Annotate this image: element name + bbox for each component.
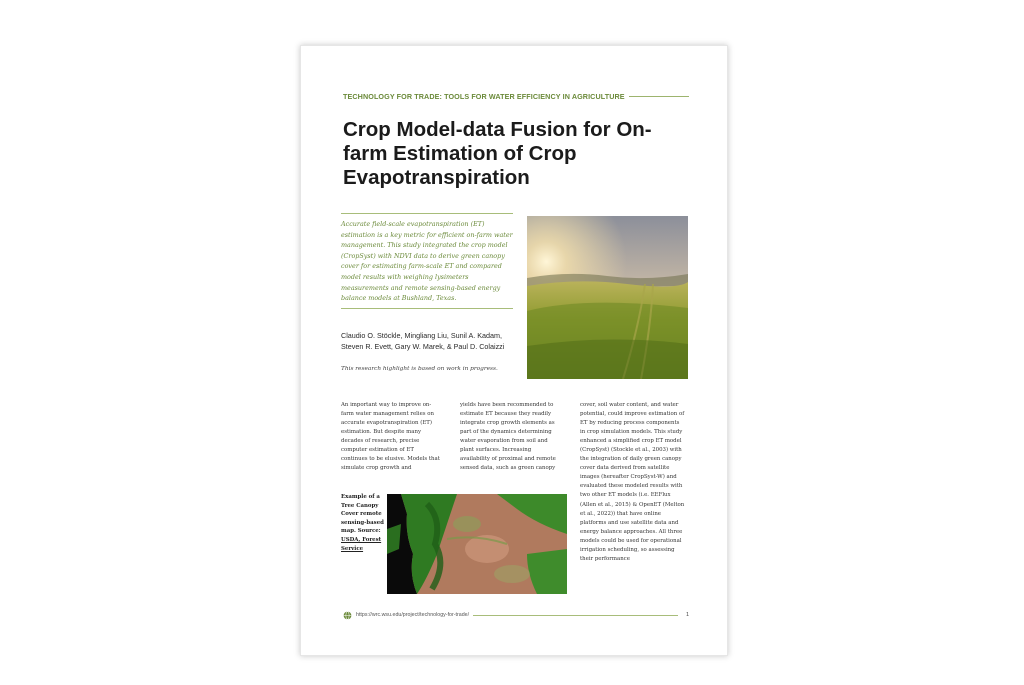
- body-column-3: cover, soil water content, and water potential, could improve estimation of ET by reducing process components in crop simulation models. This study enhanced a simplified crop ET model (CropSyst) (Stockle et al., 2003) with the integration of daily green canopy cover data derived from satellite images (hereafter CropSyst-W) and evaluated these modeled results with two other ET models (i.e. EEFlux (Allen et al., 2015) & OpenET (Melton et al., 2022)) that have online platforms and use satellite data and energy balance approaches. All three models could be used for operational irrigation scheduling, so assessing their performance: [580, 402, 685, 562]
- kicker-text: TECHNOLOGY FOR TRADE: TOOLS FOR WATER EFFICIENCY IN AGRICULTURE: [343, 91, 625, 101]
- section-kicker: [343, 90, 689, 102]
- wheat-field-photo: [527, 216, 688, 379]
- figure-caption-text: Example of a Tree Canopy Cover remote sensing-based map. Source:: [341, 494, 384, 535]
- canopy-cover-map: [387, 494, 567, 594]
- wheat-field-illustration: [527, 216, 688, 379]
- canopy-cover-map-illustration: [387, 494, 567, 594]
- authors-line-1: Claudio O. Stöckle, Mingliang Liu, Sunil A. Kadam,: [341, 331, 503, 340]
- body-column-2: yields have been recommended to estimate ET because they readily integrate crop growth elements as part of the dynamics determining water evaporation from soil and plant surfaces. Increasing availability of proximal and remote sensed data, such as green canopy: [460, 402, 556, 472]
- abstract-top-rule: [341, 213, 513, 214]
- abstract-bottom-rule: [341, 308, 513, 309]
- figure-source-link[interactable]: USDA, Forest Service: [341, 536, 382, 552]
- body-column-1: An important way to improve on-farm water management relies on accurate evapotranspiration (ET) estimation. But despite many decades of research, precise computer estimation of ET continues to be elusive. Models that simulate crop growth and: [341, 402, 440, 472]
- kicker-rule: [629, 96, 689, 97]
- footer-rule: [473, 615, 678, 616]
- globe-icon: [343, 611, 352, 620]
- footer-url-link[interactable]: https://wrc.wsu.edu/project/technology-for-trade/: [356, 612, 470, 618]
- author-list: [341, 331, 521, 352]
- figure-caption: [341, 493, 385, 553]
- document-page: [300, 45, 728, 656]
- page-number: 1: [685, 612, 689, 618]
- page-footer: [343, 610, 689, 620]
- work-in-progress-note: This research highlight is based on work in progress.: [341, 366, 498, 372]
- abstract-block: [341, 213, 513, 309]
- article-title: Crop Model-data Fusion for On-farm Estimation of Crop Evapotranspiration: [343, 118, 652, 189]
- authors-line-2: Steven R. Evett, Gary W. Marek, & Paul D. Colaizzi: [341, 341, 505, 351]
- abstract-text: Accurate field-scale evapotranspiration (ET) estimation is a key metric for efficient on-farm water management. This study integrated the crop model (CropSyst) with NDVI data to derive green canopy cover for estimating farm-scale ET and compared model results with weighing lysimeters measurements and remote sensing-based energy balance models at Bushland, Texas.: [341, 220, 513, 303]
